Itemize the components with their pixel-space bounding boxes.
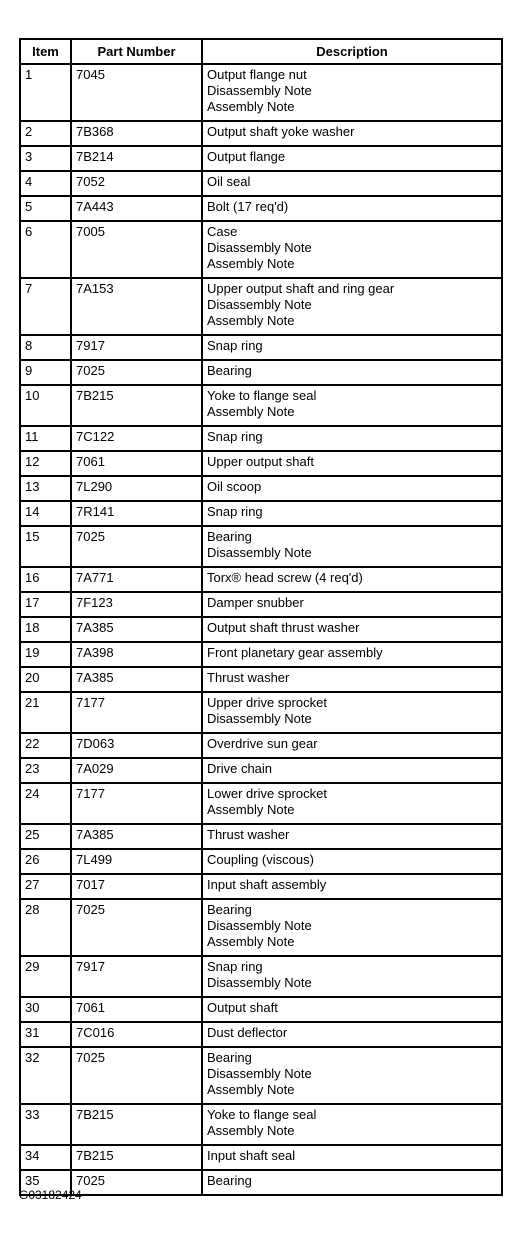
table-row <box>20 385 502 426</box>
description-line: Assembly Note <box>207 1123 295 1138</box>
description-line: Oil seal <box>207 174 251 189</box>
figure-id: G03182424 <box>19 1188 82 1202</box>
description-line: Dust deflector <box>207 1025 288 1040</box>
description <box>202 1170 502 1195</box>
table-row <box>20 146 502 171</box>
description-line: Output shaft <box>207 1000 278 1015</box>
description <box>202 567 502 592</box>
description <box>202 783 502 824</box>
item-number: 18 <box>20 617 71 642</box>
description-line: Thrust washer <box>207 827 290 842</box>
item-number: 30 <box>20 997 71 1022</box>
item-number: 20 <box>20 667 71 692</box>
description <box>202 1047 502 1104</box>
item-number: 17 <box>20 592 71 617</box>
table-row <box>20 592 502 617</box>
description-line: Thrust washer <box>207 670 290 685</box>
part-number: 7B215 <box>71 1104 202 1145</box>
part-number: 7177 <box>71 692 202 733</box>
description-line: Assembly Note <box>207 802 295 817</box>
description-line: Disassembly Note <box>207 711 312 726</box>
table-row <box>20 526 502 567</box>
item-number: 2 <box>20 121 71 146</box>
description-line: Input shaft seal <box>207 1148 296 1163</box>
description <box>202 692 502 733</box>
description <box>202 1145 502 1170</box>
description-line: Coupling (viscous) <box>207 852 314 867</box>
part-number: 7B215 <box>71 1145 202 1170</box>
item-number: 15 <box>20 526 71 567</box>
description <box>202 278 502 335</box>
part-number: 7017 <box>71 874 202 899</box>
item-number: 27 <box>20 874 71 899</box>
description <box>202 526 502 567</box>
part-number: 7L499 <box>71 849 202 874</box>
table-row <box>20 476 502 501</box>
part-number: 7025 <box>71 1170 202 1195</box>
part-number: 7A153 <box>71 278 202 335</box>
description <box>202 824 502 849</box>
header-row <box>20 39 502 64</box>
description-line: Disassembly Note <box>207 1066 312 1081</box>
table-row <box>20 1104 502 1145</box>
table-row <box>20 692 502 733</box>
description <box>202 360 502 385</box>
description-line: Disassembly Note <box>207 83 312 98</box>
parts-table-body <box>20 64 502 1195</box>
description-line: Bearing <box>207 363 252 378</box>
part-number: 7A385 <box>71 824 202 849</box>
item-number: 16 <box>20 567 71 592</box>
description-line: Case <box>207 224 238 239</box>
description-line: Lower drive sprocket <box>207 786 327 801</box>
table-row <box>20 360 502 385</box>
part-number: 7B368 <box>71 121 202 146</box>
table-row <box>20 1047 502 1104</box>
part-number: 7061 <box>71 997 202 1022</box>
table-row <box>20 121 502 146</box>
description <box>202 899 502 956</box>
item-number: 26 <box>20 849 71 874</box>
description-line: Assembly Note <box>207 313 295 328</box>
description-line: Bearing <box>207 1050 252 1065</box>
item-number: 22 <box>20 733 71 758</box>
description <box>202 221 502 278</box>
table-row <box>20 733 502 758</box>
part-number: 7C122 <box>71 426 202 451</box>
item-number: 8 <box>20 335 71 360</box>
description <box>202 642 502 667</box>
table-row <box>20 171 502 196</box>
description <box>202 667 502 692</box>
part-number: 7A385 <box>71 667 202 692</box>
part-number: 7C016 <box>71 1022 202 1047</box>
item-number: 25 <box>20 824 71 849</box>
description-line: Drive chain <box>207 761 273 776</box>
item-number: 11 <box>20 426 71 451</box>
description <box>202 501 502 526</box>
description-line: Upper output shaft and ring gear <box>207 281 395 296</box>
description-line: Assembly Note <box>207 934 295 949</box>
item-number: 31 <box>20 1022 71 1047</box>
item-number: 32 <box>20 1047 71 1104</box>
part-number: 7A029 <box>71 758 202 783</box>
description <box>202 592 502 617</box>
table-row <box>20 335 502 360</box>
item-number: 10 <box>20 385 71 426</box>
description <box>202 758 502 783</box>
table-row <box>20 824 502 849</box>
part-number: 7025 <box>71 1047 202 1104</box>
table-row <box>20 426 502 451</box>
description-line: Damper snubber <box>207 595 304 610</box>
part-number: 7052 <box>71 171 202 196</box>
part-number: 7A385 <box>71 617 202 642</box>
description-line: Yoke to flange seal <box>207 1107 317 1122</box>
description-line: Snap ring <box>207 504 263 519</box>
item-number: 28 <box>20 899 71 956</box>
item-number: 3 <box>20 146 71 171</box>
description <box>202 64 502 121</box>
item-number: 14 <box>20 501 71 526</box>
item-number: 33 <box>20 1104 71 1145</box>
part-number: 7005 <box>71 221 202 278</box>
table-row <box>20 196 502 221</box>
item-number: 29 <box>20 956 71 997</box>
table-row <box>20 617 502 642</box>
item-number: 35 <box>20 1170 71 1195</box>
header-description: Description <box>202 39 502 64</box>
item-number: 1 <box>20 64 71 121</box>
item-number: 6 <box>20 221 71 278</box>
part-number: 7R141 <box>71 501 202 526</box>
description <box>202 171 502 196</box>
part-number: 7917 <box>71 956 202 997</box>
part-number: 7025 <box>71 526 202 567</box>
table-row <box>20 501 502 526</box>
description-line: Upper drive sprocket <box>207 695 327 710</box>
part-number: 7025 <box>71 899 202 956</box>
description-line: Assembly Note <box>207 99 295 114</box>
item-number: 7 <box>20 278 71 335</box>
description <box>202 1104 502 1145</box>
description <box>202 1022 502 1047</box>
table-row <box>20 451 502 476</box>
table-row <box>20 642 502 667</box>
table-row <box>20 758 502 783</box>
description-line: Disassembly Note <box>207 240 312 255</box>
item-number: 9 <box>20 360 71 385</box>
description-line: Assembly Note <box>207 404 295 419</box>
item-number: 5 <box>20 196 71 221</box>
table-row <box>20 278 502 335</box>
table-row <box>20 64 502 121</box>
item-number: 34 <box>20 1145 71 1170</box>
description-line: Assembly Note <box>207 1082 295 1097</box>
description <box>202 617 502 642</box>
description <box>202 426 502 451</box>
description-line: Disassembly Note <box>207 918 312 933</box>
description <box>202 997 502 1022</box>
description-line: Disassembly Note <box>207 545 312 560</box>
part-number: 7177 <box>71 783 202 824</box>
table-row <box>20 849 502 874</box>
table-row <box>20 1170 502 1195</box>
description-line: Disassembly Note <box>207 975 312 990</box>
part-number: 7061 <box>71 451 202 476</box>
item-number: 23 <box>20 758 71 783</box>
item-number: 24 <box>20 783 71 824</box>
description-line: Overdrive sun gear <box>207 736 318 751</box>
description-line: Output shaft thrust washer <box>207 620 360 635</box>
table-row <box>20 667 502 692</box>
description-line: Disassembly Note <box>207 297 312 312</box>
item-number: 13 <box>20 476 71 501</box>
part-number: 7B214 <box>71 146 202 171</box>
part-number: 7B215 <box>71 385 202 426</box>
description-line: Bearing <box>207 529 252 544</box>
description-line: Assembly Note <box>207 256 295 271</box>
header-item: Item <box>20 39 71 64</box>
part-number: 7A443 <box>71 196 202 221</box>
description <box>202 146 502 171</box>
description-line: Bolt (17 req'd) <box>207 199 289 214</box>
description-line: Snap ring <box>207 959 263 974</box>
description-line: Torx® head screw (4 req'd) <box>207 570 363 585</box>
part-number: 7025 <box>71 360 202 385</box>
parts-table <box>19 38 503 1196</box>
description-line: Output flange <box>207 149 286 164</box>
table-row <box>20 1145 502 1170</box>
item-number: 19 <box>20 642 71 667</box>
description-line: Input shaft assembly <box>207 877 327 892</box>
part-number: 7A771 <box>71 567 202 592</box>
description <box>202 874 502 899</box>
description <box>202 335 502 360</box>
table-row <box>20 956 502 997</box>
description <box>202 733 502 758</box>
description-line: Oil scoop <box>207 479 262 494</box>
description-line: Bearing <box>207 902 252 917</box>
description-line: Bearing <box>207 1173 252 1188</box>
description <box>202 956 502 997</box>
table-row <box>20 899 502 956</box>
item-number: 21 <box>20 692 71 733</box>
description-line: Output flange nut <box>207 67 307 82</box>
description <box>202 476 502 501</box>
part-number: 7045 <box>71 64 202 121</box>
table-row <box>20 567 502 592</box>
description-line: Output shaft yoke washer <box>207 124 355 139</box>
description <box>202 385 502 426</box>
part-number: 7917 <box>71 335 202 360</box>
part-number: 7F123 <box>71 592 202 617</box>
description <box>202 849 502 874</box>
description-line: Yoke to flange seal <box>207 388 317 403</box>
description-line: Front planetary gear assembly <box>207 645 383 660</box>
table-row <box>20 874 502 899</box>
description-line: Snap ring <box>207 338 263 353</box>
part-number: 7A398 <box>71 642 202 667</box>
description-line: Snap ring <box>207 429 263 444</box>
item-number: 4 <box>20 171 71 196</box>
table-row <box>20 783 502 824</box>
description <box>202 451 502 476</box>
part-number: 7L290 <box>71 476 202 501</box>
table-row <box>20 1022 502 1047</box>
table-row <box>20 997 502 1022</box>
header-part-number: Part Number <box>71 39 202 64</box>
description-line: Upper output shaft <box>207 454 314 469</box>
description <box>202 121 502 146</box>
description <box>202 196 502 221</box>
item-number: 12 <box>20 451 71 476</box>
part-number: 7D063 <box>71 733 202 758</box>
table-row <box>20 221 502 278</box>
